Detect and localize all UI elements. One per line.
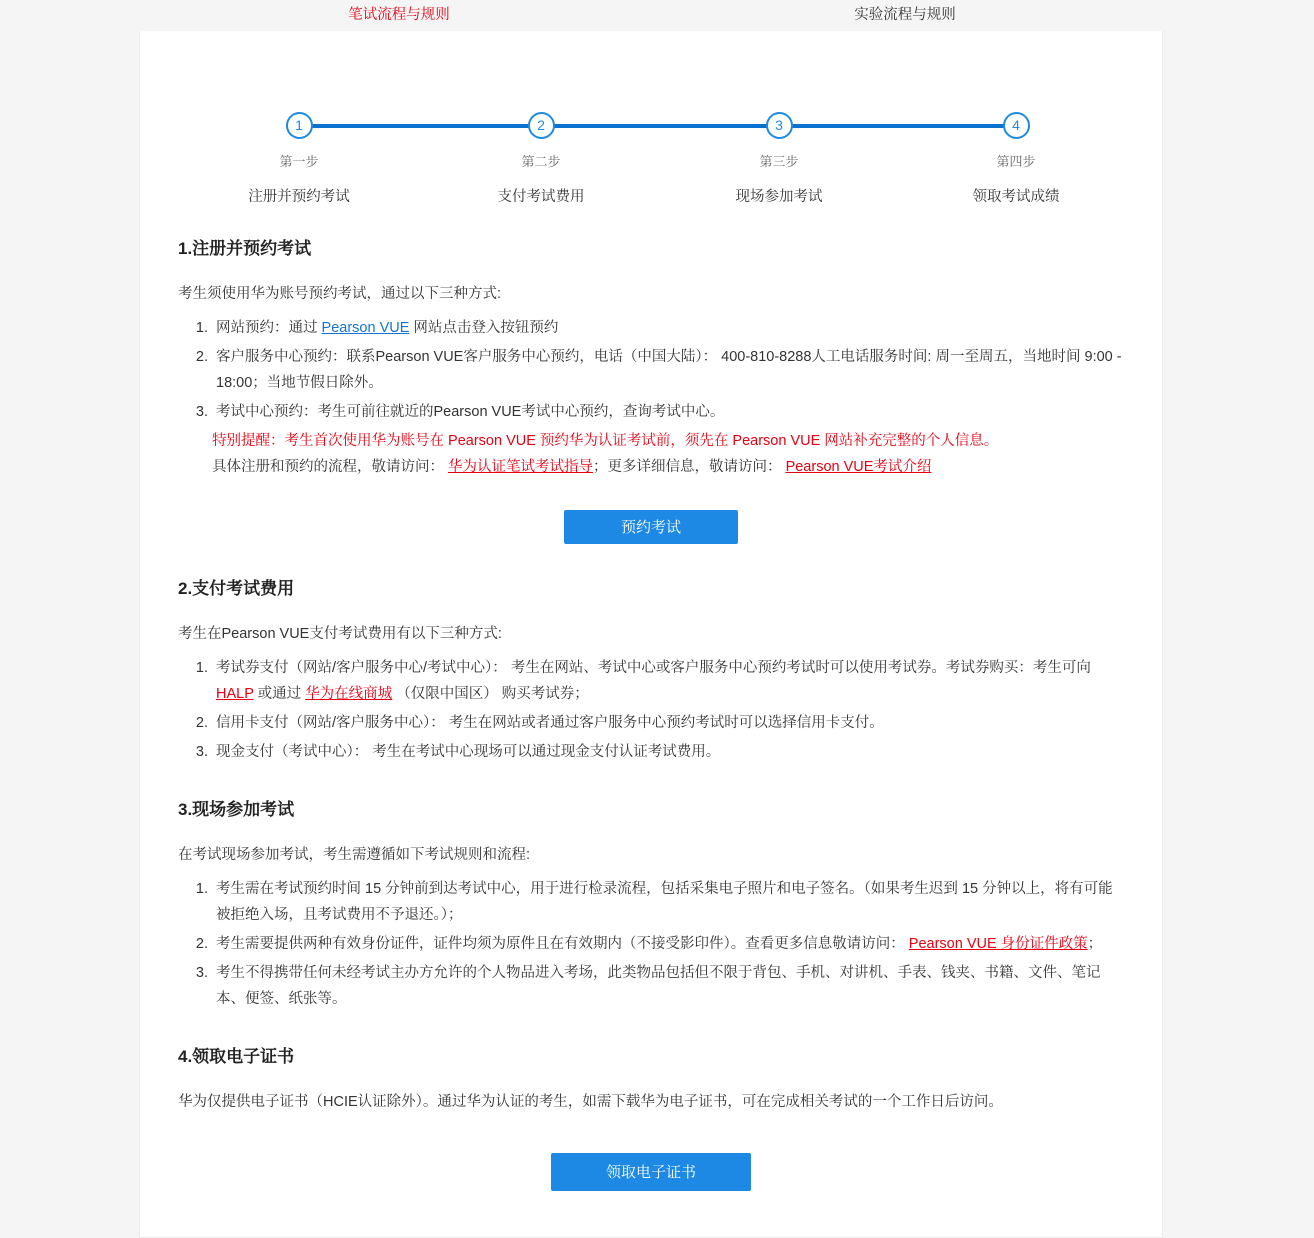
book-exam-button-wrap [178, 480, 1124, 544]
section-3-title: 3.现场参加考试 [178, 800, 295, 819]
list-item: 3. 考生不得携带任何未经考试主办方允许的个人物品进入考场，此类物品包括但不限于背包、手机、对讲机、手表、钱夹、书籍、文件、笔记本、便签、纸张等。 [212, 960, 1124, 1012]
pearson-vue-link[interactable]: Pearson VUE [321, 320, 410, 336]
content-card [139, 31, 1163, 1238]
list-item: 3. 现金支付（考试中心）： 考生在考试中心现场可以通过现金支付认证考试费用。 [212, 739, 1124, 765]
progress-stepper [140, 84, 1162, 204]
pearson-vue-exam-intro-link[interactable]: Pearson VUE考试介绍 [785, 459, 932, 475]
tab-lab-exam-rules[interactable]: 实验流程与规则 [854, 7, 956, 23]
section-4-lead: 华为仅提供电子证书（HCIE认证除外）。通过华为认证的考生，如需下载华为电子证书，可在完成相关考试的一个工作日后访问。 [178, 1094, 1003, 1110]
section-3-lead: 在考试现场参加考试，考生需遵循如下考试规则和流程: [178, 847, 531, 863]
extra-text-mid: ；更多详细信息，敬请访问： [593, 459, 782, 475]
step-name: 第三步 [759, 154, 799, 169]
item-text-post: ； [1087, 936, 1103, 952]
stepper-step-2 [451, 84, 631, 206]
section-1-extra-links [212, 454, 1124, 480]
huawei-written-exam-guide-link[interactable]: 华为认证笔试考试指导 [448, 459, 594, 475]
item-text-pre: 考生需要提供两种有效身份证件，证件均须为原件且在有效期内（不接受影印件）。查看更多信息敬请访问： [216, 936, 909, 952]
stepper-step-3 [689, 84, 869, 206]
section-1-title: 1.注册并预约考试 [178, 239, 312, 258]
step-description: 现场参加考试 [735, 189, 823, 205]
section-1-lead: 考生须使用华为账号预约考试，通过以下三种方式: [178, 286, 502, 302]
step-description: 注册并预约考试 [248, 189, 350, 205]
stepper-step-1 [209, 84, 389, 206]
list-item: 2. 客户服务中心预约：联系Pearson VUE客户服务中心预约，电话（中国大陆）： 400-810-8288人工电话服务时间: 周一至周五，当地时间 9:00 - 18:00；当地节假日除外。 [212, 344, 1124, 396]
item-text-post: （仅限中国区） 购买考试券； [392, 686, 589, 702]
list-item [212, 315, 1124, 341]
get-certificate-button[interactable]: 领取电子证书 [551, 1153, 751, 1191]
list-item: 3. 考试中心预约：考生可前往就近的Pearson VUE考试中心预约，查询考试中心。 [212, 399, 1124, 425]
list-item [212, 931, 1124, 957]
step-name: 第二步 [521, 154, 561, 169]
item-text-pre: 考试券支付（网站/客户服务中心/考试中心）： 考生在网站、考试中心或客户服务中心预约考试时可以使用考试券。考试券购买：考生可向 [216, 660, 1091, 676]
bottom-spacer [178, 1191, 1124, 1237]
pearson-vue-id-policy-link[interactable]: Pearson VUE 身份证件政策 [908, 936, 1088, 952]
huawei-online-store-link[interactable]: 华为在线商城 [305, 686, 393, 702]
section-2-title: 2.支付考试费用 [178, 579, 295, 598]
item-text-pre: 网站预约：通过 [216, 320, 322, 336]
book-exam-button[interactable]: 预约考试 [564, 510, 738, 544]
item-text-mid: 或通过 [253, 686, 306, 702]
step-number-circle: 2 [528, 112, 555, 139]
tab-bar [0, 0, 1314, 31]
halp-link[interactable]: HALP [216, 686, 254, 702]
list-item: 1. 考生需在考试预约时间 15 分钟前到达考试中心，用于进行检录流程，包括采集电子照片和电子签名。（如果考生迟到 15 分钟以上，将有可能被拒绝入场，且考试费用不予退还。）； [212, 876, 1124, 928]
list-item: 2. 信用卡支付（网站/客户服务中心）： 考生在网站或者通过客户服务中心预约考试时可以选择信用卡支付。 [212, 710, 1124, 736]
get-certificate-button-wrap [178, 1123, 1124, 1191]
section-1-special-notice: 特别提醒：考生首次使用华为账号在 Pearson VUE 预约华为认证考试前，须先在 Pearson VUE 网站补充完整的个人信息。 [212, 433, 999, 449]
step-description: 领取考试成绩 [972, 189, 1060, 205]
section-2-list [178, 655, 1124, 765]
document-body [140, 234, 1162, 1237]
step-number-circle: 4 [1003, 112, 1030, 139]
stepper-connector-line [299, 124, 1019, 128]
item-text-post: 网站点击登入按钮预约 [409, 320, 559, 336]
step-number-circle: 1 [286, 112, 313, 139]
section-2-lead: 考生在Pearson VUE支付考试费用有以下三种方式: [178, 626, 502, 642]
step-name: 第一步 [279, 154, 319, 169]
stepper-step-4 [926, 84, 1106, 206]
step-description: 支付考试费用 [497, 189, 585, 205]
step-number-circle: 3 [766, 112, 793, 139]
section-3-list [178, 876, 1124, 1012]
extra-text-pre: 具体注册和预约的流程，敬请访问： [212, 459, 444, 475]
section-4-title: 4.领取电子证书 [178, 1047, 295, 1066]
list-item [212, 655, 1124, 707]
tab-written-exam-rules[interactable]: 笔试流程与规则 [348, 7, 450, 23]
step-name: 第四步 [996, 154, 1036, 169]
section-1-list [178, 315, 1124, 425]
